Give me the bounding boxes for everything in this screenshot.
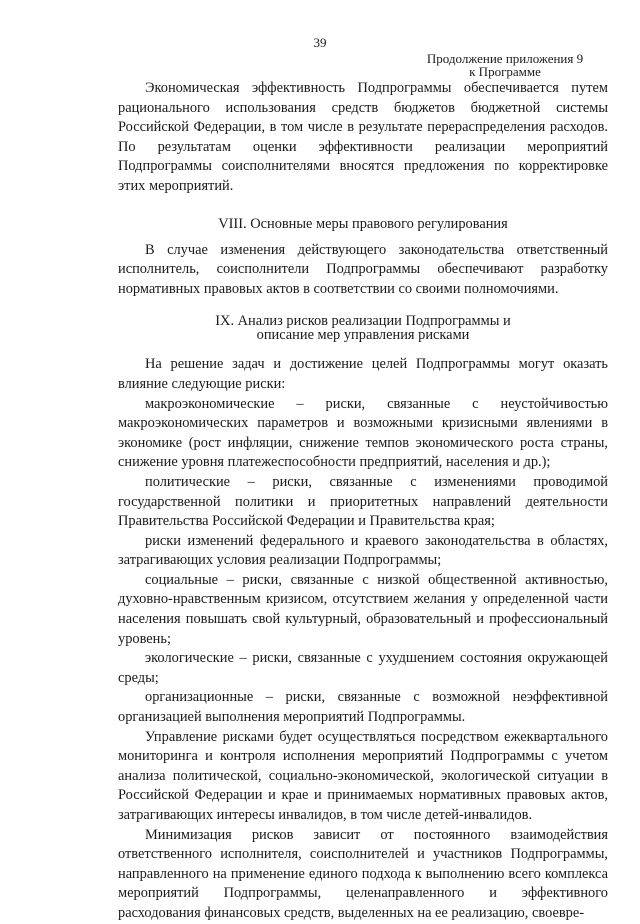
paragraph-risk-organizational: организационные – риски, связанные с возможной неэффективной организацией выполнения мероприятий Подпрограммы. <box>118 689 608 726</box>
paragraph-risk-macroeconomic: макроэкономические – риски, связанные с неустойчивостью макроэкономических параметров и возможными кризисными явлениями в экономике (рост инфляции, снижение темпов экономического роста страны, снижение уровня платежеспособности предприятий, населения и др.); <box>118 395 608 471</box>
appendix-note <box>400 52 610 78</box>
paragraph-efficiency: Экономическая эффективность Подпрограммы обеспечивается путем рационального использования средств бюджетов бюджетной системы Российской Федерации, в том числе в результате перераспределения расходов. По результатам оценки эффективности реализации мероприятий Подпрограммы соисполнителями вносятся предложения по корректировке этих мероприятий. <box>118 80 608 194</box>
page-number: 39 <box>313 35 327 50</box>
paragraph-legal-regulation: В случае изменения действующего законодательства ответственный исполнитель, соисполнители Подпрограммы обеспечивают разработку нормативных правовых актов в соответствии со своими полномочиями. <box>118 241 608 297</box>
paragraph-risk-political: политические – риски, связанные с изменениями проводимой государственной политики и приоритетных направлений деятельности Правительства Российской Федерации и Правительства края; <box>118 473 608 530</box>
section-9-heading-line1: IX. Анализ рисков реализации Подпрограммы и <box>215 313 511 330</box>
paragraph-risk-ecological: экологические – риски, связанные с ухудшением состояния окружающей среды; <box>118 650 608 686</box>
paragraph-risk-minimization: Минимизация рисков зависит от постоянного взаимодействия ответственного исполнителя, соисполнителей и участников Подпрограммы, направленного на применение единого подхода к выполнению всего комплекса мероприятий Подпрограммы, целенаправленного и эффективного расходования финансовых средств, выделенных на ее реализацию, своевре- <box>118 826 608 921</box>
section-9-heading <box>118 314 608 342</box>
document-body <box>118 79 608 924</box>
appendix-note-line2: к Программе <box>469 64 541 79</box>
paragraph-risks-intro: На решение задач и достижение целей Подпрограммы могут оказать влияние следующие риски: <box>118 356 608 392</box>
section-8-heading: VIII. Основные меры правового регулирования <box>218 215 508 232</box>
paragraph-risk-social: социальные – риски, связанные с низкой общественной активностью, духовно-нравственным кризисом, отсутствием желания у определенной части населения повышать свой культурный, образовательный и профессиональный уровень; <box>118 571 608 647</box>
paragraph-risk-management: Управление рисками будет осуществляться посредством ежеквартального мониторинга и контроля исполнения мероприятий Подпрограммы с учетом анализа политической, социально-экономической, экологической ситуации в Российской Федерации и крае и принимаемых нормативных правовых актов, затрагивающих интересы инвалидов, в том числе детей-инвалидов. <box>118 728 608 823</box>
section-9-heading-line2: описание мер управления рисками <box>256 327 470 344</box>
appendix-note-line1: Продолжение приложения 9 <box>426 51 584 66</box>
paragraph-risk-legislative: риски изменений федерального и краевого законодательства в областях, затрагивающих условия реализации Подпрограммы; <box>118 532 608 569</box>
